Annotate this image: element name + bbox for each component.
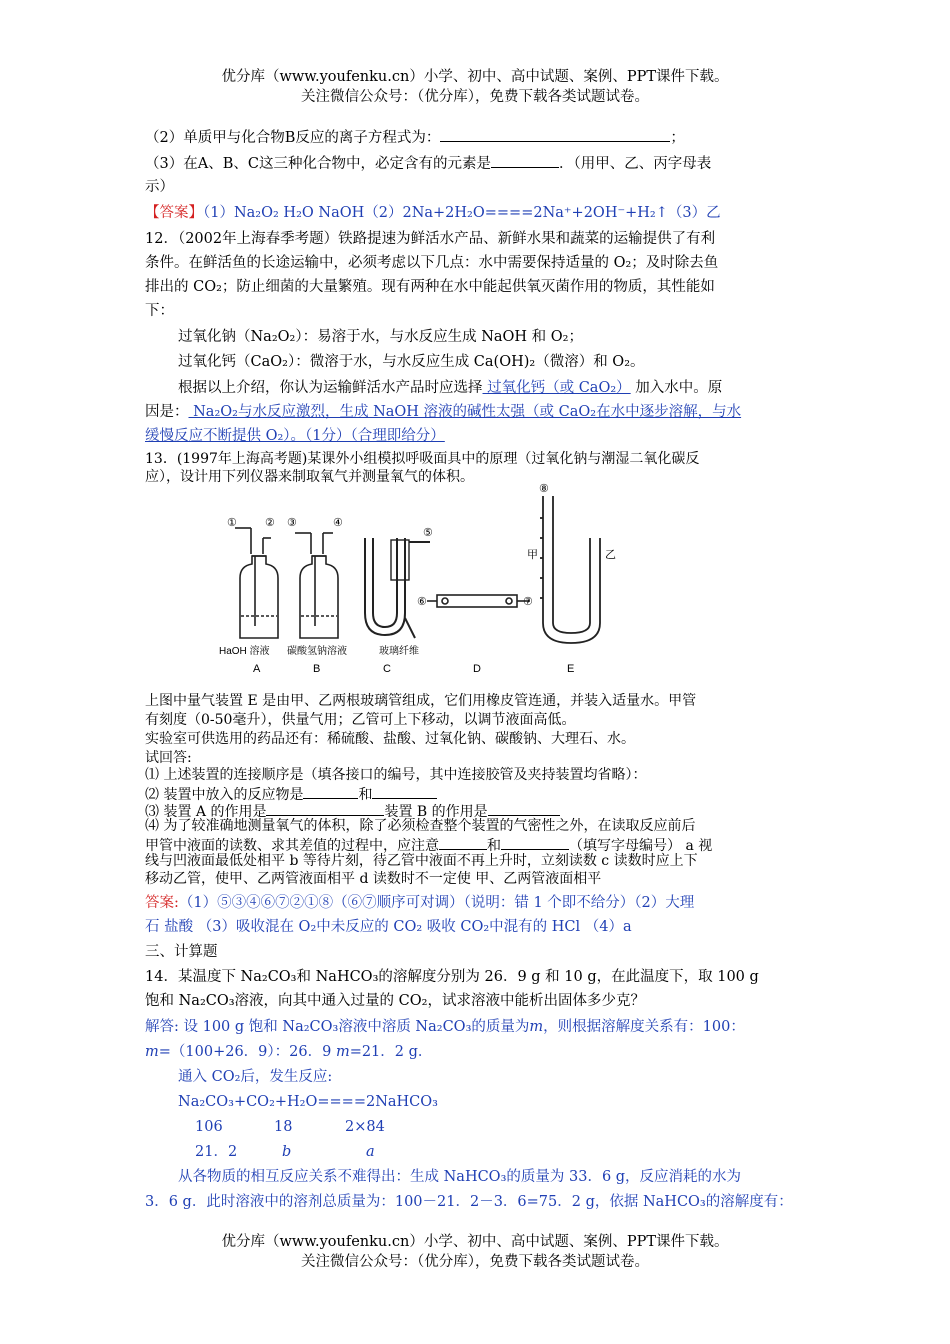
solution-line-5: 从各物质的相互反应关系不难得出：生成 NaHCO₃的质量为 33．6 g，反应消耗的水为	[178, 1169, 742, 1185]
q13-answer-2: 石 盐酸 （3）吸收混在 O₂中未反应的 CO₂ 吸收 CO₂中混有的 HCl （4）a	[145, 919, 632, 935]
port-label: ⑥	[417, 596, 427, 608]
bottle-a	[235, 528, 278, 638]
answer-blank	[439, 834, 487, 850]
ratio-row-2-a: 21．2	[195, 1144, 238, 1160]
q13-desc-1: 上图中量气装置 E 是由甲、乙两根玻璃管组成，它们用橡皮管连通，并装入适量水。甲管	[145, 693, 697, 709]
q13-desc-2: 有刻度（0-50毫升），供量气用；乙管可上下移动，以调节液面高低。	[145, 712, 576, 728]
q13-sub-4d: 移动乙管，使甲、乙两管液面相平 d 读数时不一定使 甲、乙两管液面相平	[145, 871, 602, 887]
tube-d	[427, 595, 530, 607]
footer-line-1: 优分库（www.youfenku.cn）小学、初中、高中试题、案例、PPT课件下载。	[221, 1234, 729, 1250]
answer-blank	[491, 152, 559, 168]
q12-line-6: 过氧化钙（CaO₂）：微溶于水，与水反应生成 Ca(OH)₂（微溶）和 O₂。	[178, 354, 645, 370]
caption-c: C	[383, 663, 391, 675]
port-label: ⑧	[539, 483, 549, 495]
q12-line-9: 缓慢反应不断提供 O₂）。（1分）（合理即给分）	[145, 428, 445, 444]
u-tube-c	[365, 538, 430, 638]
solution-line-3: 通入 CO₂后，发生反应:	[178, 1069, 333, 1085]
q12-line-8: 因是： Na₂O₂与水反应激烈，生成 NaOH 溶液的碱性太强（或 CaO₂在水中逐步溶解，与水	[145, 404, 742, 420]
caption-a: A	[253, 663, 261, 675]
q12-line-2: 条件。在鲜活鱼的长途运输中，必须考虑以下几点：水中需要保持适量的 O₂；及时除去鱼	[145, 255, 719, 271]
port-label: ③	[287, 517, 297, 529]
sub-label-a: HaOH 溶液	[219, 646, 270, 657]
solution-line-2: m=（100+26．9）：26．9 m=21．2 g．	[145, 1044, 433, 1060]
answer-blank	[303, 783, 358, 799]
solution-line-6: 3．6 g．此时溶液中的溶剂总质量为：100－21．2－3．6=75．2 g，依据 NaHCO₃的溶解度有：	[145, 1194, 793, 1210]
section-title: 三、计算题	[145, 944, 218, 960]
caption-e: E	[567, 663, 575, 675]
q14-line-2: 饱和 Na₂CO₃溶液，向其中通入过量的 CO₂，试求溶液中能析出固体多少克？	[145, 993, 645, 1009]
answer-blank	[372, 783, 437, 799]
q13-desc-3: 实验室可供选用的药品还有：稀硫酸、盐酸、过氧化钠、碳酸钠、大理石、水。	[145, 731, 635, 747]
caption-b: B	[313, 663, 321, 675]
port-label: ⑦	[523, 596, 533, 608]
q13-sub-2: ⑵ 装置中放入的反应物是 和	[145, 783, 437, 805]
q12-line-4: 下：	[145, 303, 174, 319]
sub-label-b: 碳酸氢钠溶液	[287, 646, 347, 657]
header-line-1: 优分库（www.youfenku.cn）小学、初中、高中试题、案例、PPT课件下载。	[221, 69, 729, 85]
q13-sub-4a: ⑷ 为了较准确地测量氧气的体积，除了必须检查整个装置的气密性之外，在读取反应前后	[145, 818, 696, 834]
q13-sub-4c: 线与凹液面最低处相平 b 等待片刻，待乙管中液面不再上升时，立刻读数 c 读数时应上下	[145, 853, 698, 869]
answer-blank	[440, 126, 670, 142]
q11-part3: （3）在A、B、C这三种化合物中，必定含有的元素是 ．（用甲、乙、丙字母表	[145, 152, 711, 175]
q12-line-1: 12．（2002年上海春季考题）铁路提速为鲜活水产品、新鲜水果和蔬菜的运输提供了有利	[145, 231, 716, 247]
tube-yi-label: 乙	[605, 549, 616, 561]
gas-burette-e	[540, 496, 600, 643]
q11-part3-cont: 示）	[145, 179, 174, 195]
footer-line-2: 关注微信公众号：（优分库），免费下载各类试题试卷。	[301, 1254, 649, 1270]
port-label: ⑤	[423, 527, 433, 539]
q14-line-1: 14．某温度下 Na₂CO₃和 NaHCO₃的溶解度分别为 26．9 g 和 10 g，在此温度下，取 100 g	[145, 969, 759, 985]
caption-d: D	[473, 663, 481, 675]
q13-answer-1: 答案:（1）⑤③④⑥⑦②①⑧（⑥⑦顺序可对调）（说明：错 1 个即不给分）（2）大理	[145, 895, 695, 911]
q12-line-5: 过氧化钠（Na₂O₂）：易溶于水，与水反应生成 NaOH 和 O₂；	[178, 329, 583, 345]
q13-line-2: 应），设计用下列仪器来制取氧气并测量氧气的体积。	[145, 469, 474, 485]
answer-blank	[488, 800, 560, 816]
port-label: ④	[333, 517, 343, 529]
ratio-row-1-a: 106	[195, 1119, 223, 1135]
q13-desc-4: 试回答:	[145, 750, 192, 766]
q11-part2: （2）单质甲与化合物B反应的离子方程式为： ；	[145, 126, 685, 149]
ratio-row-1-b: 18	[274, 1119, 293, 1135]
q13-line-1: 13．(1997年上海高考题)某课外小组模拟呼吸面具中的原理（过氧化钠与潮湿二氧化碳反	[145, 451, 700, 467]
answer-blank	[266, 800, 384, 816]
q11-answer: 【答案】（1）Na₂O₂ H₂O NaOH（2）2Na+2H₂O====2Na⁺+2OH⁻+H₂↑（3）乙	[145, 205, 721, 221]
q13-sub-4b: 甲管中液面的读数、求其差值的过程中，应注意 和 （填写字母编号） a 视	[145, 834, 712, 856]
tube-jia-label: 甲	[527, 549, 538, 561]
header-line-2: 关注微信公众号：（优分库），免费下载各类试题试卷。	[301, 89, 649, 105]
port-label: ①	[227, 517, 237, 529]
apparatus-figure	[205, 478, 645, 678]
answer-blank	[501, 834, 569, 850]
q12-line-7: 根据以上介绍，你认为运输鲜活水产品时应选择 过氧化钙（或 CaO₂） 加入水中。原	[178, 380, 723, 396]
ratio-row-2-b: b	[282, 1144, 292, 1160]
q13-sub-1: ⑴ 上述装置的连接顺序是（填各接口的编号，其中连接胶管及夹持装置均省略）：	[145, 767, 647, 783]
sub-label-c: 玻璃纤维	[379, 646, 419, 657]
q13-sub-3: ⑶ 装置 A 的作用是 装置 B 的作用是	[145, 800, 560, 822]
bottle-b	[295, 533, 338, 638]
q12-line-3: 排出的 CO₂；防止细菌的大量繁殖。现有两种在水中能起供氧灭菌作用的物质，其性能如	[145, 279, 715, 295]
solution-line-1: 解答: 设 100 g 饱和 Na₂CO₃溶液中溶质 Na₂CO₃的质量为m，则根据溶解度关系有：100：	[145, 1019, 745, 1035]
ratio-row-1-c: 2×84	[345, 1119, 385, 1135]
reaction-equation: Na₂CO₃+CO₂+H₂O====2NaHCO₃	[178, 1094, 438, 1110]
port-label: ②	[265, 517, 275, 529]
ratio-row-2-c: a	[366, 1144, 375, 1160]
